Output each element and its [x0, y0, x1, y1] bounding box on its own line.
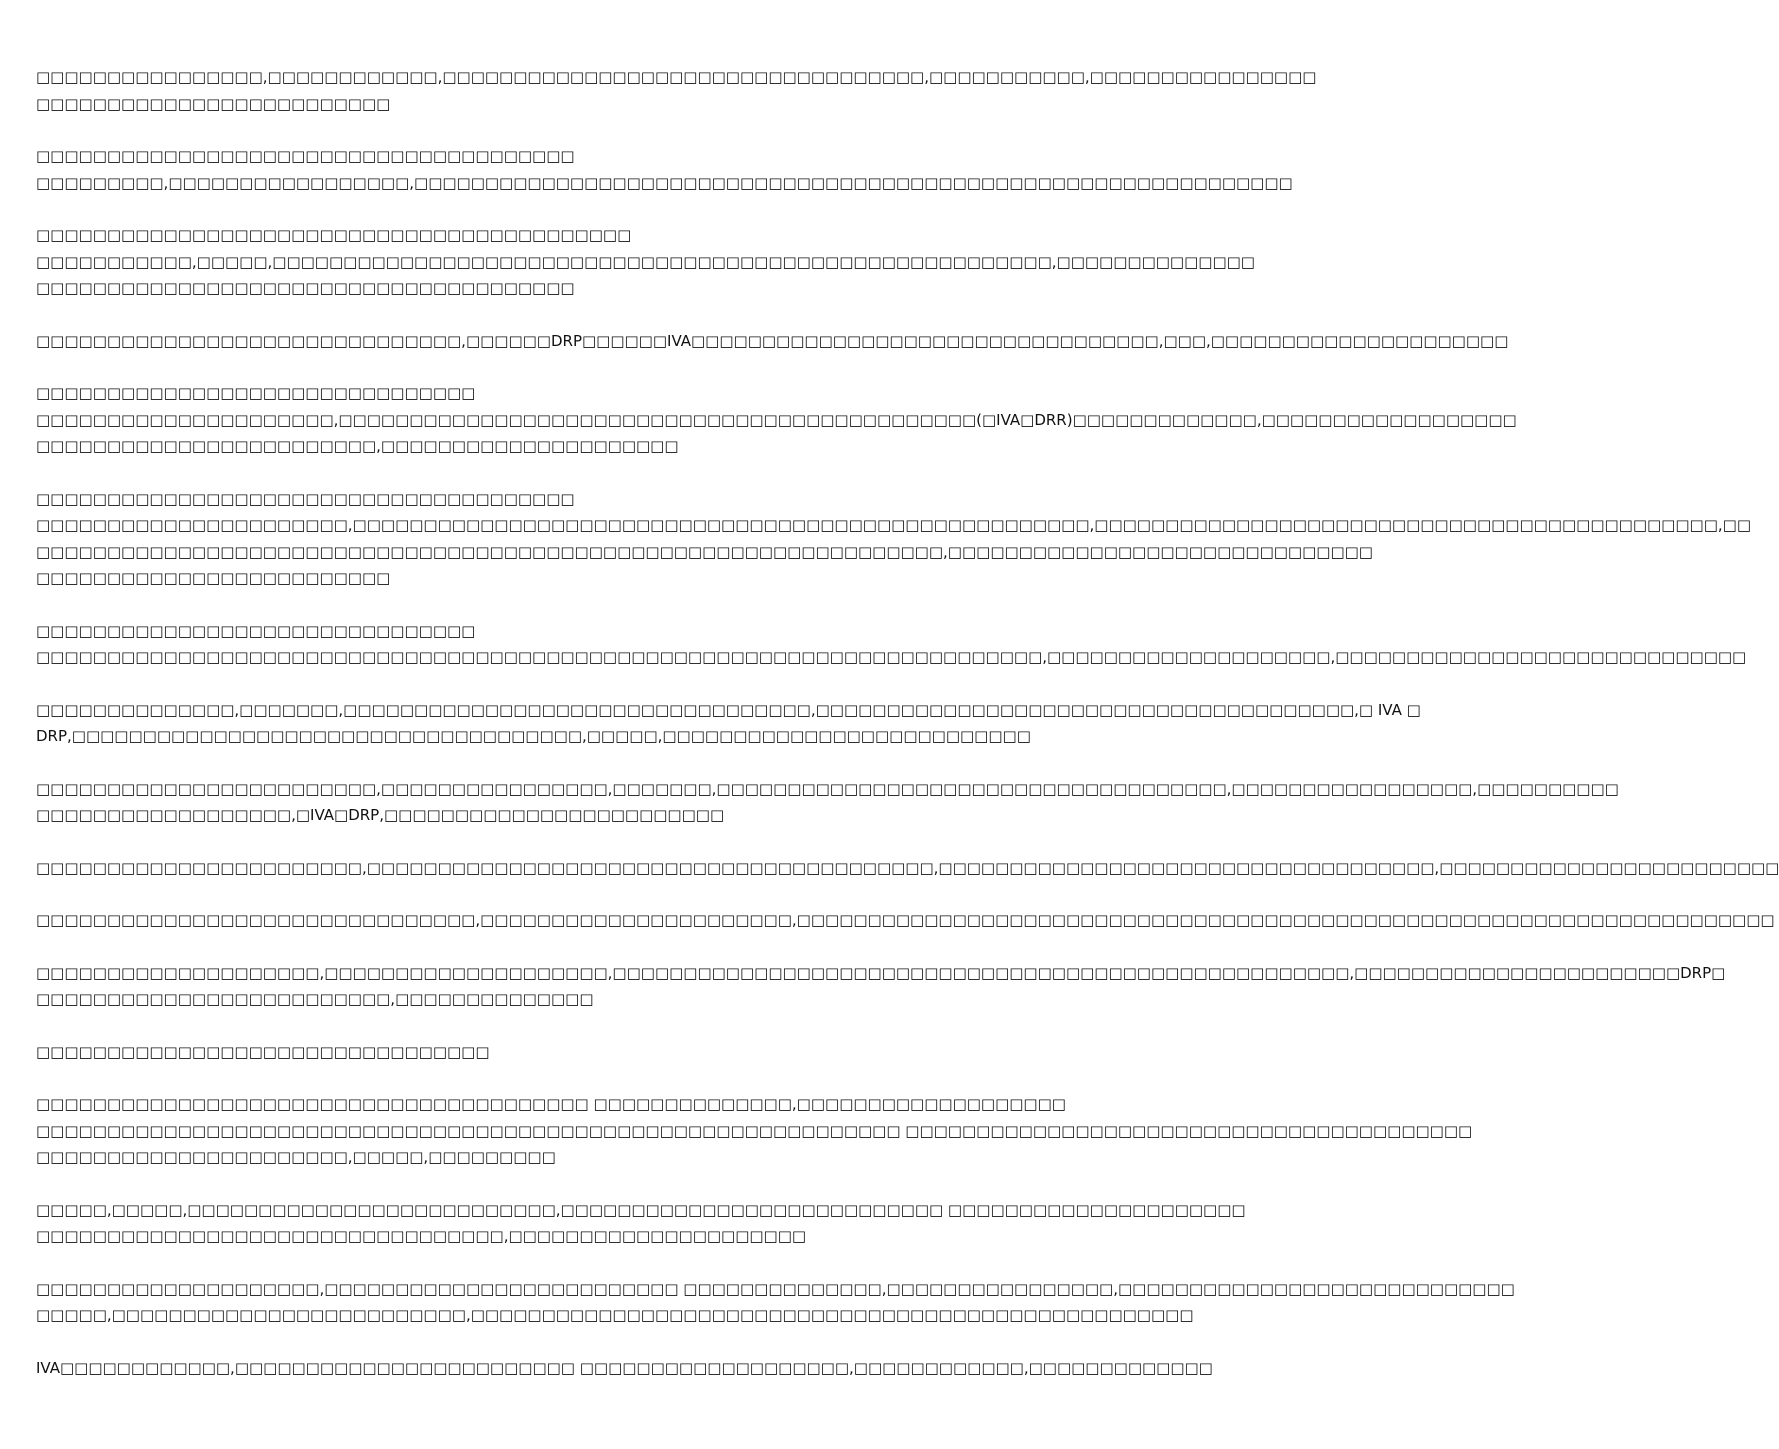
- text-line: □□□□□□□□□□□□□□□□□□□□□,□□□□□□□□□□□□□□□□□□□□□□□□□□□□□□□□□□□□□□□□□□□□□(□IVA□DRR)□□□□□□□□□□□□□,□□□□□□□□□□□□□□□□□□: [36, 410, 1517, 429]
- paragraph-10: [36, 855, 1779, 882]
- paragraph-4: [36, 328, 1509, 355]
- text-line: □□□□□□□□□□□,□□□□□,□□□□□□□□□□□□□□□□□□□□□□□□□□□□□□□□□□□□□□□□□□□□□□□□□□□□□□□,□□□□□□□□□□□□□□: [36, 252, 1255, 271]
- text-line: □□□□□□□□□□□□□□□□□□□□□□□□□□□□□□□□□□□□□□: [36, 279, 575, 297]
- text-line: □□□□□□□□□□□□□□□□□□□□□□□□□: [36, 569, 391, 587]
- text-line: □□□□□□□□□□□□□□□□□□□□□□□□□□□□□□□□□□□□□□□□□□□□□□□□□□□□□□□□□□□□□ □□□□□□□□□□□□□□□□□□□□□□□□□□□□□□□□□□□□□□□□: [36, 1121, 1473, 1140]
- text-line: □□□□□□□□□□□□□□□□□□□□□□□□□□□□□□□□□□□□□□□ □□□□□□□□□□□□□□,□□□□□□□□□□□□□□□□□□□: [36, 1095, 1066, 1113]
- paragraph-17: [36, 1355, 1213, 1382]
- text-line: □□□□□□□□□□□□□□□□□□□□□□□□□□□□□□□□: [36, 1042, 490, 1061]
- document-page: [36, 64, 1779, 1407]
- text-line: □□□□□□□□□□□□□□□□□□□□□□□□□□□□□□□: [36, 384, 476, 402]
- text-line: IVA□□□□□□□□□□□□,□□□□□□□□□□□□□□□□□□□□□□□□ □□□□□□□□□□□□□□□□□□□,□□□□□□□□□□□□,□□□□□□□□□□□□□: [36, 1358, 1213, 1377]
- text-line: □□□□□,□□□□□,□□□□□□□□□□□□□□□□□□□□□□□□□□,□□□□□□□□□□□□□□□□□□□□□□□□□□□ □□□□□□□□□□□□□□□□□□□□□: [36, 1200, 1246, 1219]
- text-line: □□□□□□□□□□□□□□□□□□□□□□□□□□□□□□,□□□□□□DRP□□□□□□IVA□□□□□□□□□□□□□□□□□□□□□□□□□□□□□□□□□,□□□,□□□□□□□□□□□□□□□□□□□□□: [36, 331, 1509, 350]
- paragraph-5: [36, 380, 1517, 460]
- text-line: □□□□□□□□□□□□□□□□□□□□□□□□□□□□□□□□□□□□□□: [36, 489, 575, 508]
- paragraph-1: [36, 64, 1317, 117]
- text-line: □□□□□□□□□□□□□□□□□□□□□□□,□□□□□□□□□□□□□□□□□□□□□□□□□□□□□□□□□□□□□□□□,□□□□□□□□□□□□□□□□□□□□□□□□□□□□□□□□□□□,□□□□□□□□□□□□□□□□□□□□□□□□: [36, 858, 1779, 877]
- text-line: □□□□□,□□□□□□□□□□□□□□□□□□□□□□□□□,□□□□□□□□□□□□□□□□□□□□□□□□□□□□□□□□□□□□□□□□□□□□□□□□□□□: [36, 1306, 1194, 1324]
- paragraph-15: [36, 1197, 1246, 1250]
- text-line: □□□□□□□□□□□□□□□□□□□□□□□□□□□□□□□□□□□□□□□□□□: [36, 226, 632, 244]
- text-line: □□□□□□□□□□□□□□□□,□□□□□□□□□□□□,□□□□□□□□□□□□□□□□□□□□□□□□□□□□□□□□□□,□□□□□□□□□□□,□□□□□□□□□□□□□□□□: [36, 68, 1317, 86]
- text-line: □□□□□□□□□□□□□□□□□□□□,□□□□□□□□□□□□□□□□□□□□,□□□□□□□□□□□□□□□□□□□□□□□□□□□□□□□□□□□□□□□□□□□□□□□□□□□□,□□□□□□□□□□□□□□□□□□□□□□□DRP□: [36, 963, 1726, 982]
- paragraph-16: [36, 1276, 1515, 1329]
- text-line: □□□□□□□□□□□□□□□□□□□□,□□□□□□□□□□□□□□□□□□□□□□□□□ □□□□□□□□□□□□□□,□□□□□□□□□□□□□□□□,□□□□□□□□□□□□□□□□□□□□□□□□□□□□: [36, 1279, 1515, 1298]
- paragraph-3: [36, 222, 1255, 302]
- paragraph-13: [36, 1039, 990, 1066]
- paragraph-8: [36, 697, 1421, 750]
- paragraph-7: [36, 618, 1747, 671]
- text-line: □□□□□□□□□□□□□□□□□□□□□□□□,□□□□□□□□□□□□□□□□,□□□□□□□,□□□□□□□□□□□□□□□□□□□□□□□□□□□□□□□□□□□□,□□□□□□□□□□□□□□□□□,□□□□□□□□□□: [36, 779, 1619, 798]
- paragraph-2: [36, 143, 1293, 196]
- text-line: □□□□□□□□□□□□□□□□□□□□□□,□□□□□□□□□□□□□□□□□□□□□□□□□□□□□□□□□□□□□□□□□□□□□□□□□□□□,□□□□□□□□□□□□□□□□□□□□□□□□□□□□□□□□□□□□□□□□□□□□,□□: [36, 516, 1751, 534]
- paragraph-14: [36, 1091, 1473, 1171]
- text-line: □□□□□□□□□□□□□□□□□□□□□□□□□□□□□□□□□□□□□□: [36, 147, 575, 165]
- paragraph-11: [36, 907, 1775, 934]
- text-line: □□□□□□□□□□□□□□□□□□□□□□□□□□□□□□□□□□□□□□□□□□□□□□□□□□□□□□□□□□□□□□□□□□□□□□□,□□□□□□□□□□□□□□□□□□□□,□□□□□□□□□□□□□□□□□□□□□□□□□□□□□: [36, 648, 1747, 666]
- text-line: □□□□□□□□□□□□□□□□□□□□□□,□□□□□,□□□□□□□□□: [36, 1148, 556, 1166]
- paragraph-6: [36, 486, 1751, 592]
- text-line: □□□□□□□□□□□□□□□□□□□□□□□□,□□□□□□□□□□□□□□□□□□□□□: [36, 437, 679, 455]
- text-line: □□□□□□□□□□□□□□□□□□,□IVA□DRP,□□□□□□□□□□□□□□□□□□□□□□□□: [36, 806, 725, 824]
- text-line: DRP,□□□□□□□□□□□□□□□□□□□□□□□□□□□□□□□□□□□□,□□□□□,□□□□□□□□□□□□□□□□□□□□□□□□□□: [36, 727, 1031, 745]
- text-line: □□□□□□□□□□□□□□□□□□□□□□□□□: [36, 94, 391, 113]
- paragraph-12: [36, 960, 1726, 1013]
- text-line: □□□□□□□□□□□□□□□□□□□□□□□□□,□□□□□□□□□□□□□□: [36, 990, 594, 1008]
- paragraph-9: [36, 776, 1619, 829]
- text-line: □□□□□□□□□,□□□□□□□□□□□□□□□□□,□□□□□□□□□□□□□□□□□□□□□□□□□□□□□□□□□□□□□□□□□□□□□□□□□□□□□□□□□□□□□□: [36, 173, 1293, 192]
- text-line: □□□□□□□□□□□□□□,□□□□□□□,□□□□□□□□□□□□□□□□□□□□□□□□□□□□□□□□□,□□□□□□□□□□□□□□□□□□□□□□□□□□□□□□□□□□□□□□,□ IVA □: [36, 700, 1421, 719]
- text-line: □□□□□□□□□□□□□□□□□□□□□□□□□□□□□□□□□□□□□□□□□□□□□□□□□□□□□□□□□□□□□□□□,□□□□□□□□□□□□□□□□□□□□□□□□□□□□□□: [36, 542, 1373, 561]
- text-line: □□□□□□□□□□□□□□□□□□□□□□□□□□□□□□□□□,□□□□□□□□□□□□□□□□□□□□□: [36, 1227, 807, 1245]
- text-line: □□□□□□□□□□□□□□□□□□□□□□□□□□□□□□□,□□□□□□□□□□□□□□□□□□□□□□,□□□□□□□□□□□□□□□□□□□□□□□□□□□□□□□□□□□□□□□□□□□□□□□□□□□□□□□□□□□□□□□□□□□□□: [36, 911, 1775, 929]
- text-line: □□□□□□□□□□□□□□□□□□□□□□□□□□□□□□□: [36, 621, 476, 640]
